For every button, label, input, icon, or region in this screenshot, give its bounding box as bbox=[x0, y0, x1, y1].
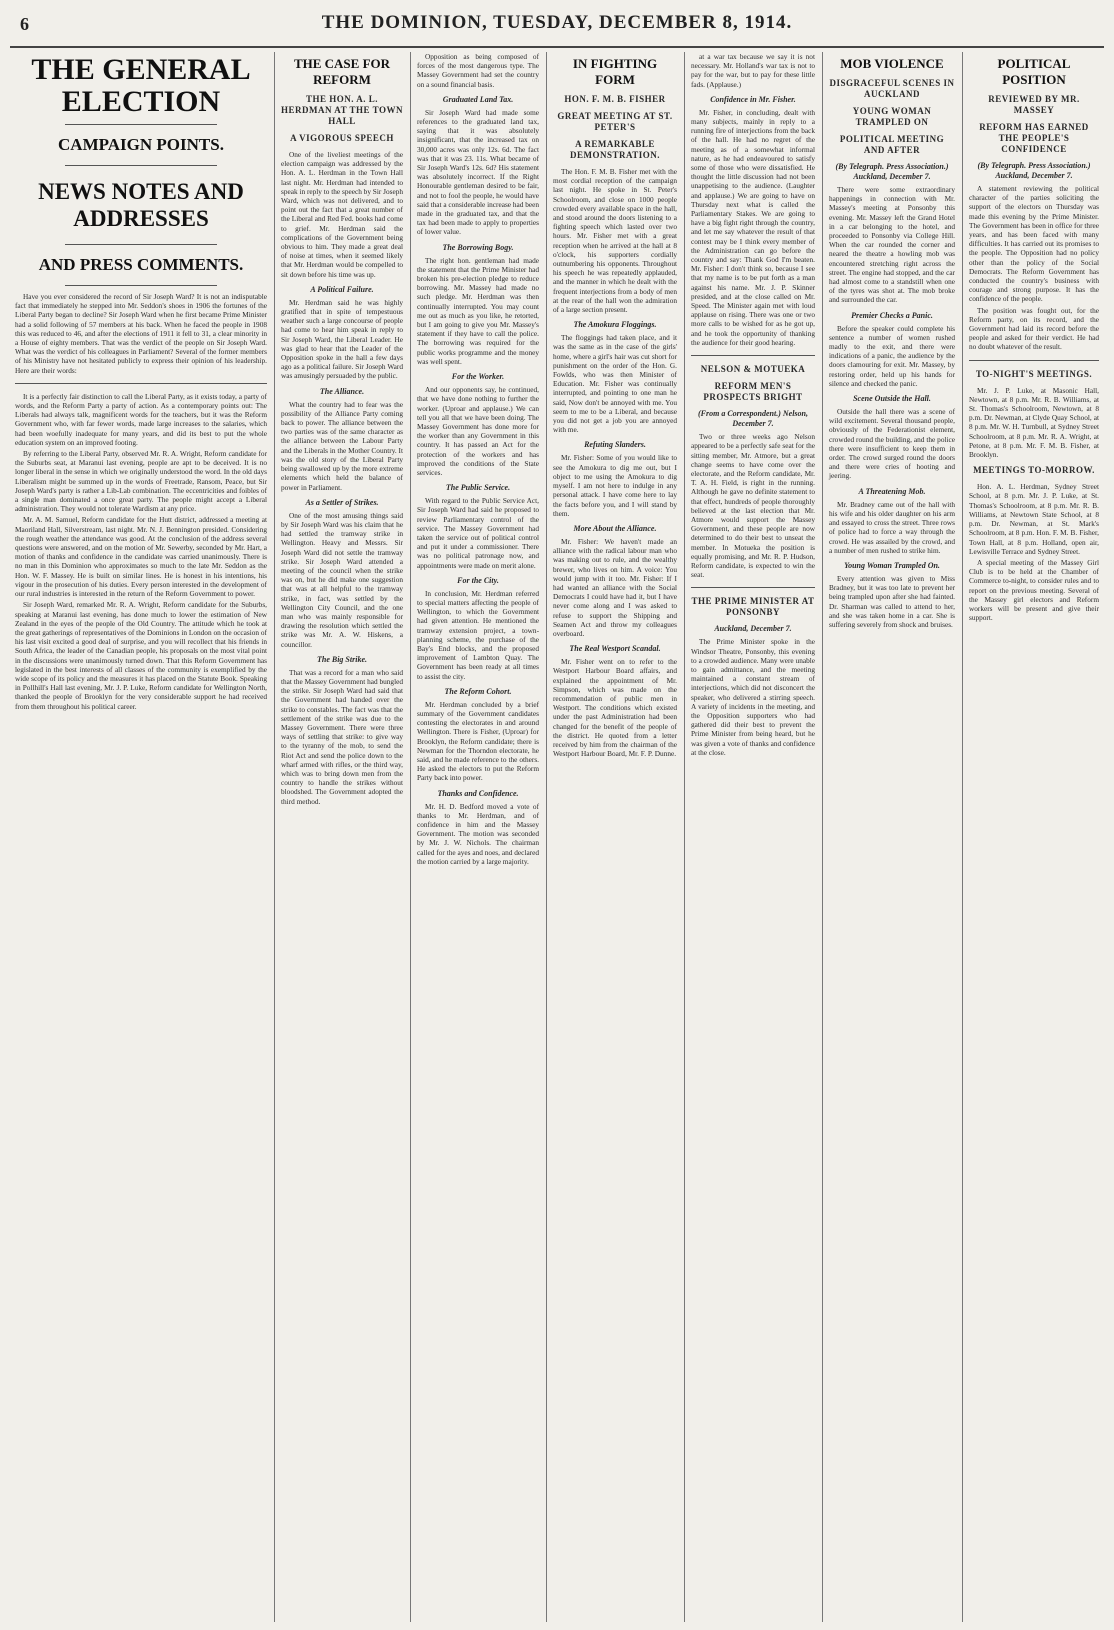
article-paragraph: Sir Joseph Ward, remarked Mr. R. A. Wright, Reform candidate for the Suburbs, speaking at Maranui last evening, has done much to lower the estimation of New Zealand in the eyes of the people of the Old Country. The attitude which he took at the great gatherings of representatives of the Dominions in London on the occasion of his last visit excited a good deal of surprise, and you will recollect that his friends in South Africa, the leader of the Canadian people, his proposals on the most vital point in the discussions were unanimously turned down. That this Reform Government has legislated in the best interests of all classes of the community is exemplified by the wide scope of its policy and the measures it has placed on the Statute Book. Speaking in Pollhill's Hall last evening, Mr. J. P. Luke, Reform candidate for Wellington North, thanked the people of Brooklyn for the very considerable support he had received from them throughout his political career. bbox=[15, 600, 267, 711]
article-paragraph: In conclusion, Mr. Herdman referred to special matters affecting the people of Wellington, to which the Government had given attention. He mentioned the tramway extension project, a town-planning scheme, the purchase of the Bay's End blocks, and the proposed improvement of Lambton Quay. The Government has been ready at all times to assist the city. bbox=[417, 588, 539, 681]
divider bbox=[65, 285, 216, 286]
section-heading: Refuting Slanders. bbox=[584, 440, 646, 450]
section-heading: Premier Checks a Panic. bbox=[851, 310, 933, 320]
article-paragraph: What the country had to fear was the possibility of the Alliance Party coming back to power. The alliance between the two parties was of the same character as the alliance between the Labour Party and the Liberals in the Mother Country. It was the old story of the Liberal Party being swallowed up by the more extreme elements which held the balance of power in Parliament. bbox=[281, 399, 403, 492]
article-paragraph: And our opponents say, he continued, that we have done nothing to further the worker. (Uproar and applause.) We can tell you all that we have been doing. The Massey Government has done more for the worker than any Government in this country. It has passed an Act for the protection of the workers and has improved the conditions of the State services. bbox=[417, 385, 539, 477]
headline-prime-minister-ponsonby: THE PRIME MINISTER AT PONSONBY bbox=[691, 596, 815, 618]
section-heading: For the Worker. bbox=[451, 372, 505, 382]
article-paragraph: Outside the hall there was a scene of wild excitement. Several thousand people, obviously of the Federationist element, crowded round the building, and the police there were insufficient to keep them in order. The crowd surged round the doors and there were cries of hooting and jeering. bbox=[829, 407, 955, 481]
subhead-disgraceful-scenes: DISGRACEFUL SCENES IN AUCKLAND bbox=[829, 78, 955, 99]
headline-nelson-motueka: NELSON & MOTUEKA bbox=[700, 364, 806, 375]
deck-vigorous-speech: A VIGOROUS SPEECH bbox=[290, 133, 394, 143]
article-paragraph: One of the liveliest meetings of the election campaign was addressed by the Hon. A. L. Herdman in the Town Hall last night. Mr. Herdman had intended to speak in reply to the speech by Sir Joseph Ward, which was not delivered, and to point out the fact that a great number of the Liberal and Red Fed. books had come to grief. Mr. Herdman said the complications of the Government being obvious to him. They made a great deal of noise at times, when it seemed likely that Mr. Herdman would be compelled to sit down before his time was up. bbox=[281, 150, 403, 279]
headline-political-position: POLITICAL POSITION bbox=[997, 56, 1071, 87]
section-heading: A Political Failure. bbox=[310, 284, 374, 294]
column-mob-violence bbox=[824, 52, 960, 1622]
page-columns bbox=[10, 52, 1104, 1622]
masthead bbox=[10, 6, 1104, 48]
section-heading: The Alliance. bbox=[319, 386, 365, 396]
subhead-st-peters: GREAT MEETING AT ST. PETER'S bbox=[557, 111, 673, 132]
meetings-list: Mr. J. P. Luke, at Masonic Hall, Newtown, at 8 p.m. Mr. R. B. Williams, at St. Thomas's Schoolroom, Newtown, at 8 p.m. Dr. Newman, at Clyde Quay School, at 8 p.m. Mr. W. H. Turnbull, at Sydney Street Schoolroom, at 8 p.m. Mr. R. A. Wright, at Petone, at 8 p.m. Mr. F. M. B. Fisher, at Brooklyn. bbox=[969, 385, 1099, 460]
divider bbox=[969, 360, 1099, 361]
subhead-reviewed: REVIEWED BY MR. MASSEY bbox=[988, 94, 1080, 115]
deck-demonstration: A REMARKABLE DEMONSTRATION. bbox=[569, 139, 661, 160]
article-paragraph: Before the speaker could complete his sentence a number of women rushed madly to the exit, and there were indications of a panic, the audience by the doors clamouring for exit. Mr. Massey, by restoring order, held up his hands for silence and checked the panic. bbox=[829, 323, 955, 388]
article-paragraph: With regard to the Public Service Act, Sir Joseph Ward had said he proposed to review Parliamentary control of the service. The Massey Government had taken the service out of political control and put it under a commissioner. There was no political patronage now, and appointments were made on merit alone. bbox=[417, 496, 539, 570]
article-paragraph: Mr. Fisher: We haven't made an alliance with the radical labour man who was making out to rule, and the wealthy brewer, who lives on him. A voice: You would jump with it too. Mr. Fisher: If I had wanted an alliance with the Social Democrats I could have had it, but I have never come along and I was asked to refuse to support the Shipping and Seamen Act and throw my colleagues overboard. bbox=[553, 536, 677, 638]
section-heading: Graduated Land Tax. bbox=[442, 94, 514, 104]
column-fisher-continued bbox=[686, 52, 820, 1622]
newspaper-title: THE DOMINION, TUESDAY, DECEMBER 8, 1914. bbox=[321, 12, 793, 33]
deck-reform-confidence: REFORM HAS EARNED THE PEOPLE'S CONFIDENCE bbox=[979, 122, 1089, 154]
column-rule bbox=[684, 52, 685, 1622]
article-paragraph: Mr. A. M. Samuel, Reform candidate for the Hutt district, addressed a meeting at Maoriland Hall, Silverstream, last night. Mr. N. J. Bennington presided. Considering the rough weather the attendance was good. At the conclusion of the address several questions were answered, and on the motion of Mr. Sewerby, seconded by Mr. Hart, a motion of thanks and confidence in the candidate was carried unanimously. There is no man in this Dominion who approximates so much to the late Mr. Seddon as the Hon. W. F. Massey. He is built on similar lines. He is honest in his intentions, his vigour in the prosecution of his duties. Every person interested in the development of our rural industries is interested in the return of the Reform Government to power. bbox=[15, 515, 267, 599]
column-rule bbox=[410, 52, 411, 1622]
article-paragraph: By referring to the Liberal Party, observed Mr. R. A. Wright, Reform candidate for the Suburbs seat, at Maranui last evening, people are apt to be deceived. It is no longer liberal in the sense in which we originally understood the word. In the old days Liberalism might be summed up in the words of Freetrade, Ransom, Peace, but Sir Joseph Ward's party is rather a Lib-Lab combination. The eccentricities and foibles of a single man dominated a once great party. The people might accept a Liberal administration. They would not tolerate Wardism at any price. bbox=[15, 449, 267, 514]
headline-general-election: THE GENERAL ELECTION bbox=[31, 53, 251, 118]
article-paragraph: A statement reviewing the political character of the parties soliciting the support of the electors on Thursday was made this evening by the Prime Minister. The Government has been in office for three years, and has been faced with many difficulties. It has carried out its promises to the people. The Opposition had no policy other than the policy of the Social Democrats. The Reform Government has conducted the country's business with courage and strong purpose. It has the confidence of the people. bbox=[969, 184, 1099, 304]
section-heading: The Borrowing Bogy. bbox=[442, 242, 514, 252]
headline-mob-violence: MOB VIOLENCE bbox=[840, 56, 944, 71]
article-paragraph: Mr. Fisher, in concluding, dealt with many subjects, mainly in reply to a running fire of interjections from the back of the hall. He had no regret of the meeting as of a somewhat informal nature, as he had endeavoured to satisfy some of those who were dissatisfied. He thought the little discussion had not been unappetising to the audience. (Laughter and applause.) We are going to have on Thursday next what is called the Parliamentary Stakes. We are going to have a big fight right through the country, and let me say whatever the result of that contest may be I think every member of the Administration can go before the country and say: Thank God I'm beaten. Mr. Fisher: I don't think so, because I see that my name is to be put forth as a man against his name. Mr. J. P. Skinner presided, and at the close called on Mr. Speed. The Minister again met with loud applause on rising. There was one or two more calls to be wished for as he got up, and he took the opportunity of thanking the audience for their good hearing. bbox=[691, 107, 815, 347]
article-paragraph: Mr. Fisher: Some of you would like to see the Amokura to dig me out, but I object to me using the Amokura to dig myself. I am not here to indulge in any personal attack. I have come here to lay the facts before you, and I will stand by them. bbox=[553, 453, 677, 518]
dateline: (From a Correspondent.) Nelson, December 7. bbox=[697, 409, 808, 429]
section-heading: For the City. bbox=[457, 575, 499, 585]
column-rule bbox=[962, 52, 963, 1622]
divider bbox=[691, 587, 815, 588]
article-paragraph: The right hon. gentleman had made the statement that the Prime Minister had broken his pre-election pledge to reduce borrowing. Mr. Massey had made no such pledge. Mr. Herdman was then continually interrupted. You may count me out as much as you like, he retorted, but I am going to give you Mr. Massey's statement if they have to call the police. The borrowing was required for the public works programme and the money was well spent. bbox=[417, 255, 539, 366]
article-paragraph: That was a record for a man who said that the Massey Government had bungled the strike. Sir Joseph Ward had said that the Government had handed over the strike to constables. The fact was that the settlement of the strike was due to the Massey Government. There were three ways of settling that strike: to give way to the tyranny of the mob, to send the Riot Act and send the police down to the wharf armed with rifles, or the third way, which was to bring down men from the country to handle the strikes without bloodshed. The Government adopted the third method. bbox=[281, 667, 403, 806]
article-paragraph: The position was fought out, for the Reform party, on its record, and the Government had laid its record before the people and asked for their verdict. He had no doubt whatever of the result. bbox=[969, 305, 1099, 352]
subhead-herdman: THE HON. A. L. HERDMAN AT THE TOWN HALL bbox=[281, 94, 403, 126]
section-heading-tonight: TO-NIGHT'S MEETINGS. bbox=[975, 368, 1093, 379]
article-paragraph: The Prime Minister spoke in the Windsor Theatre, Ponsonby, this evening to a crowded audience. Many were unable to gain admittance, and the meeting maintained a constant stream of interjections, which did not disconcert the speaker, who delivered a stirring speech. A variety of incidents in the meeting, and the Opposition supporters who had gathered did their best to prevent the Prime Minister from being heard, but he was given a vote of thanks and confidence at the close. bbox=[691, 637, 815, 757]
article-paragraph: Sir Joseph Ward had made some references to the graduated land tax, saying that it was absolutely insignificant, that the increased tax on 30,000 acres was only 12s. 6d. The fact was that it was 23. 11s. What became of Sir Joseph Ward's 12s. 6d? His statement was absolutely incorrect. If the Right Honourable gentleman desired to be fair, and not to fool the people, he would have said that a considerable increase had been made in the graduated tax, and that the tax had been made to apply to properties of lower value. bbox=[417, 107, 539, 237]
section-heading: Scene Outside the Hall. bbox=[853, 394, 931, 404]
article-paragraph: One of the most amusing things said by Sir Joseph Ward was his claim that he had settled the tramway strike in Wellington. Heavy and Messrs. Sir Joseph Ward did not settle the tramway strike. Sir Joseph Ward attended a meeting of the council when the strike was on, but he did make one suggestion that was at all helpful to the tramway strike, in fact, was settled by the Wellington City Council, and the one man who was mainly responsible for drawing the resolution which settled the strike was Mr. A. W. Hiskens, a councillor. bbox=[281, 510, 403, 649]
divider bbox=[65, 244, 216, 245]
article-paragraph: Mr. Herdman concluded by a brief summary of the Government candidates contesting the electorates in and around Wellington. There is Fisher, (Uproar) for Brooklyn, the Reform candidate; there is Newman for the Thorndon electorate, he said, and he made reference to the others. He asked the electors to put the Reform Party back into power. bbox=[417, 699, 539, 783]
section-heading-tomorrow: MEETINGS TO-MORROW. bbox=[973, 465, 1095, 476]
deck-news-notes: NEWS NOTES AND ADDRESSES bbox=[38, 179, 244, 231]
section-heading: The Public Service. bbox=[445, 483, 511, 493]
article-paragraph: The Hon. F. M. B. Fisher met with the most cordial reception of the campaign last night. He spoke in St. Peter's Schoolroom, and close on 1000 people crowded every available space in the hall, and stood around the doors listening to a fighting speech which lasted over two hours. Mr. Fisher met with a great reception when he arrived at the hall at 8 o'clock, his supporters cordially outnumbering his opponents. Throughout his speech he was repeatedly applauded, and the manner in which he dealt with the frequent interjections from a body of men at the rear of the hall won the admiration of a large section present. bbox=[553, 167, 677, 315]
column-general-election bbox=[10, 52, 272, 1622]
section-heading: As a Settler of Strikes. bbox=[305, 497, 379, 507]
section-heading: Thanks and Confidence. bbox=[437, 788, 519, 798]
meetings-list: Hon. A. L. Herdman, Sydney Street School, at 8 p.m. Mr. J. P. Luke, at St. Thomas's Schoolroom, at 8 p.m. Mr. R. B. Williams, at Newtown State School, at 8 p.m. Dr. Newman, at St. Mark's Schoolroom, at 8 p.m. Hon. F. M. B. Fisher, Town Hall, at 8 p.m. Holland, open air, Lewisville Terrace and Sydney Street. bbox=[969, 482, 1099, 556]
divider bbox=[691, 355, 815, 356]
article-paragraph: Mr. Fisher went on to refer to the Westport Harbour Board affairs, and explained the appointment of Mr. Simpson, which was made on the recommendation of public men in Westport. The conditions which existed under the past Administration had been changed for the benefit of the people of the district. He quoted from a letter received by him from the chairman of the Westport Harbour Board, Mr. F. P. Dunne. bbox=[553, 657, 677, 759]
section-heading: The Amokura Floggings. bbox=[573, 320, 657, 330]
article-paragraph: There were some extraordinary happenings in connection with Mr. Massey's meeting at Ponsonby this evening. Mr. Massey left the Grand Hotel in a car belonging to the hotel, and proceeded to Ponsonby via College Hill. When the car rounded the corner and neared the theatre a howling mob was encountered stretching right across the street. The engine had stopped, and the car had almost come to a standstill when one of the tyres was shot at. The mob broke and surrounded the car. bbox=[829, 185, 955, 305]
column-rule bbox=[274, 52, 275, 1622]
section-heading: The Real Westport Scandal. bbox=[569, 644, 661, 654]
column-case-for-reform bbox=[276, 52, 408, 1622]
headline-fighting-form: IN FIGHTING FORM bbox=[572, 56, 658, 87]
deck-young-woman: YOUNG WOMAN TRAMPLED ON bbox=[852, 106, 932, 127]
article-paragraph: Two or three weeks ago Nelson appeared to be a perfectly safe seat for the sitting member, Mr. Atmore, but a great change seems to have come over the electorate, and the Reform candidate, Mr. T. A. H. Field, is right in the running. Although he gave no definite statement to that effect, hundreds of people thoroughly believed at the last election that Mr. Atmore would support the Massey Government, and these people are now determined to do their best to unseat the member. In Motueka the position is equally promising, and Mr. R. P. Hudson, Reform candidate, is expected to win the seat. bbox=[691, 432, 815, 580]
column-herdman-continued bbox=[412, 52, 544, 1622]
section-heading: The Big Strike. bbox=[316, 654, 367, 664]
dateline: Auckland, December 7. bbox=[714, 624, 792, 634]
subhead-reform-prospects: REFORM MEN'S PROSPECTS BRIGHT bbox=[703, 381, 803, 403]
divider bbox=[65, 165, 216, 166]
article-paragraph: at a war tax because we say it is not necessary. Mr. Holland's war tax is not to pay for the war, but to pay for these little fads. (Applause.) bbox=[691, 52, 815, 89]
page-number: 6 bbox=[20, 14, 29, 34]
headline-case-for-reform: THE CASE FOR REFORM bbox=[293, 56, 391, 87]
section-heading: More About the Alliance. bbox=[573, 523, 657, 533]
section-heading: Young Woman Trampled On. bbox=[844, 560, 940, 570]
column-political-position bbox=[964, 52, 1104, 1622]
dateline: (By Telegraph. Press Association.) Auckland, December 7. bbox=[977, 161, 1091, 180]
deck-press-comments: AND PRESS COMMENTS. bbox=[38, 255, 244, 274]
article-paragraph: A special meeting of the Massey Girl Club is to be held at the Chamber of Commerce to-night, to consider rules and to report on the previous meeting. Several of the Massey girl electors and Reform workers will be present and give their support. bbox=[969, 557, 1099, 623]
dateline: (By Telegraph. Press Association.) Auckland, December 7. bbox=[835, 162, 949, 181]
section-heading: A Threatening Mob. bbox=[858, 486, 926, 496]
article-paragraph: Mr. H. D. Bedford moved a vote of thanks to Mr. Herdman, and of confidence in him and the Massey Government. The motion was seconded by Mr. J. W. Nichols. The chairman called for the ayes and noes, and declared the motion carried by a large majority. bbox=[417, 801, 539, 866]
article-paragraph: Opposition as being composed of forces of the most dangerous type. The Massey Government had set the country on a sound financial basis. bbox=[417, 52, 539, 89]
article-paragraph: Mr. Bradney came out of the hall with his wife and his older daughter on his arm and essayed to cross the street. Three rows of police had to force a way through the crowd. He was assailed by the crowd, and a number of men rushed to strike him. bbox=[829, 499, 955, 555]
article-paragraph: Mr. Herdman said he was highly gratified that in spite of tempestuous weather such a large concourse of people had come to hear him speak in reply to Sir Joseph Ward, the Liberal Leader. He was glad to hear that the Leader of the Opposition spoke in the hall a few days ago as a political failure. Sir Joseph Ward was amusingly persuaded by the public. bbox=[281, 297, 403, 381]
article-paragraph: Every attention was given to Miss Bradney, but it was too late to prevent her being trampled upon after she had fainted. Dr. Sharman was called to attend to her, and she was taken home in a car. She is suffering severely from shock and bruises. bbox=[829, 573, 955, 629]
article-paragraph: The floggings had taken place, and it was the same as in the case of the girls' home, where a girl's hair was cut short for punishment on the order of the Hon. G. Fowlds, who was then Minister of Education. Mr. Fisher was continually interrupted, and pointing to one man he said, Now don't be annoyed with me. You seem to me to be a Liberal, and because you did not get a job you are annoyed with me. bbox=[553, 333, 677, 435]
column-rule bbox=[546, 52, 547, 1622]
subhead-fisher: HON. F. M. B. FISHER bbox=[564, 94, 666, 104]
divider bbox=[65, 124, 216, 125]
column-rule bbox=[822, 52, 823, 1622]
section-heading: The Reform Cohort. bbox=[444, 686, 512, 696]
deck-campaign-points: CAMPAIGN POINTS. bbox=[58, 135, 224, 154]
article-paragraph: It is a perfectly fair distinction to call the Liberal Party, as it exists today, a party of words, and the Reform Party a party of action. As a contemporary points out: The Liberals had always talk, magnificent words for the teachers, but it was the Reform Government who, with far fewer words, made large increases to the salaries, which had been woefully inadequate for many years, and did its best to put the whole education system on an improved footing. bbox=[15, 391, 267, 447]
column-fighting-form bbox=[548, 52, 682, 1622]
section-heading: Confidence in Mr. Fisher. bbox=[710, 94, 796, 104]
divider bbox=[15, 383, 267, 384]
deck-political-meeting: POLITICAL MEETING AND AFTER bbox=[839, 134, 945, 155]
article-paragraph: Have you ever considered the record of Sir Joseph Ward? It is not an indisputable fact that immediately he stepped into Mr. Seddon's shoes in 1906 the fortunes of the Liberal Party began to decline? Sir Joseph Ward when he first became Prime Minister had a solid following of 57 members at his back. When he faced the people in 1908 this was reduced to 46, and after the elections of 1911 it fell to 31, a clear minority in a House of eighty members. That was the verdict of the people on Sir Joseph Ward. What was the verdict of his colleagues in Parliament? Several of the former members of his Ministry have not hesitated publicly to express their opinion of his leadership. Here are their words: bbox=[15, 292, 267, 375]
